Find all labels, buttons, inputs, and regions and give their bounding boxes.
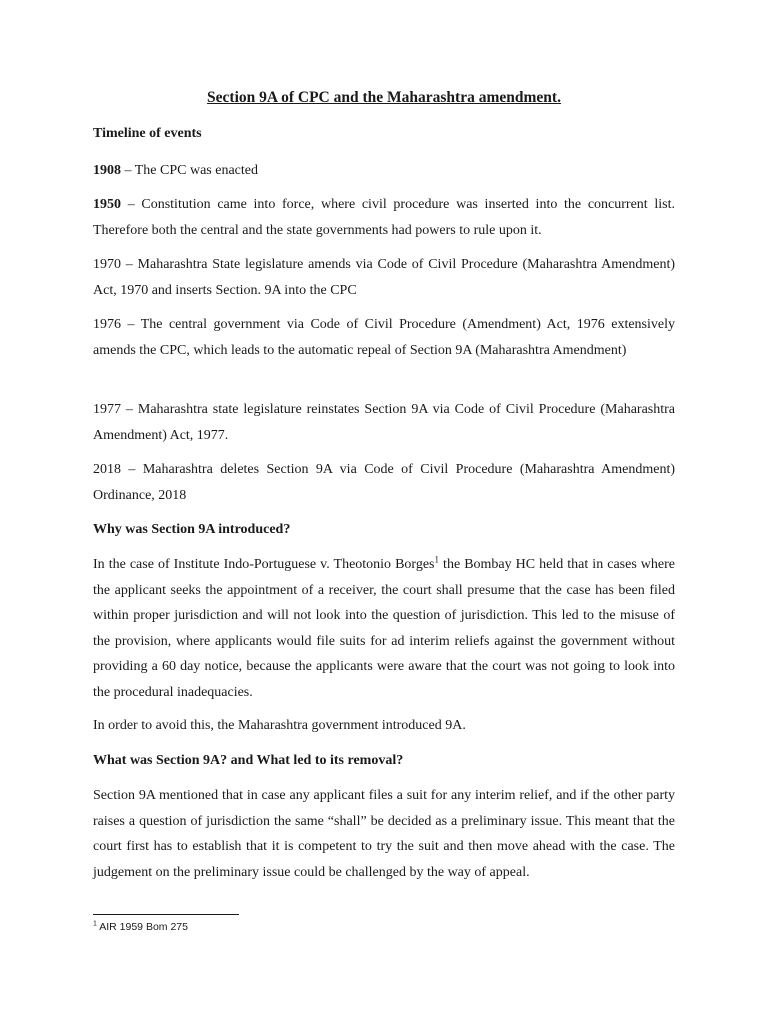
timeline-entry-1970 bbox=[93, 252, 675, 303]
timeline-heading: Timeline of events bbox=[93, 126, 202, 141]
what-paragraph: Section 9A mentioned that in case any applicant files a suit for any interim relief, and if the other party raises a question of jurisdiction the same “shall” be decided as a preliminary issue. This meant that the court first has to establish that it is competent to try the suit and then move ahead with the case. The judgement on the preliminary issue could be challenged by the way of appeal. bbox=[93, 788, 675, 880]
timeline-text: – Maharashtra State legislature amends via Code of Civil Procedure (Maharashtra Amendment) Act, 1970 and inserts Section. 9A into the CPC bbox=[93, 257, 675, 298]
why-paragraph-2: In order to avoid this, the Maharashtra government introduced 9A. bbox=[93, 718, 466, 733]
timeline-text: – Constitution came into force, where civil procedure was inserted into the concurrent list. Therefore both the central and the state governments had powers to rule upon it. bbox=[93, 197, 675, 238]
timeline-text: – Maharashtra state legislature reinstates Section 9A via Code of Civil Procedure (Maharashtra Amendment) Act, 1977. bbox=[93, 402, 675, 443]
why-paragraph-rest: the Bombay HC held that in cases where the applicant seeks the appointment of a receiver, the court shall presume that the case has been filed within proper jurisdiction and will not look into the question of jurisdiction. This led to the misuse of the provision, where applicants would file suits for ad interim reliefs against the government without providing a 60 day notice, because the applicants were aware that the court was not going to look into the procedural inadequacies. bbox=[93, 557, 676, 700]
timeline-entry-1950 bbox=[93, 192, 675, 243]
footnote bbox=[93, 919, 188, 935]
timeline-year: 1908 bbox=[93, 163, 121, 178]
timeline-year: 1977 bbox=[93, 402, 121, 417]
timeline-entry-1977 bbox=[93, 397, 675, 448]
timeline-year: 1970 bbox=[93, 257, 121, 272]
why-paragraph-start: In the case of Institute Indo-Portuguese v. Theotonio Borges bbox=[93, 557, 435, 572]
timeline-year: 1950 bbox=[93, 197, 121, 212]
timeline-entry-1976 bbox=[93, 312, 675, 363]
footnote-text: AIR 1959 Bom 275 bbox=[96, 921, 188, 933]
why-heading: Why was Section 9A introduced? bbox=[93, 522, 291, 537]
footnote-separator bbox=[93, 914, 239, 915]
footnote-ref: 1 bbox=[434, 554, 440, 565]
timeline-year: 2018 bbox=[93, 462, 121, 477]
timeline-entry-2018 bbox=[93, 457, 675, 508]
timeline-text: – Maharashtra deletes Section 9A via Code of Civil Procedure (Maharashtra Amendment) Ordinance, 2018 bbox=[93, 462, 675, 503]
what-heading: What was Section 9A? and What led to its removal? bbox=[93, 753, 404, 768]
timeline-text: – The central government via Code of Civil Procedure (Amendment) Act, 1976 extensively amends the CPC, which leads to the automatic repeal of Section 9A (Maharashtra Amendment) bbox=[93, 317, 675, 358]
footnote-number: 1 bbox=[93, 920, 97, 928]
why-paragraph bbox=[93, 552, 675, 705]
document-title: Section 9A of CPC and the Maharashtra amendment. bbox=[207, 89, 561, 106]
timeline-text: – The CPC was enacted bbox=[121, 163, 258, 178]
timeline-year: 1976 bbox=[93, 317, 121, 332]
timeline-entry-1908 bbox=[93, 158, 675, 184]
